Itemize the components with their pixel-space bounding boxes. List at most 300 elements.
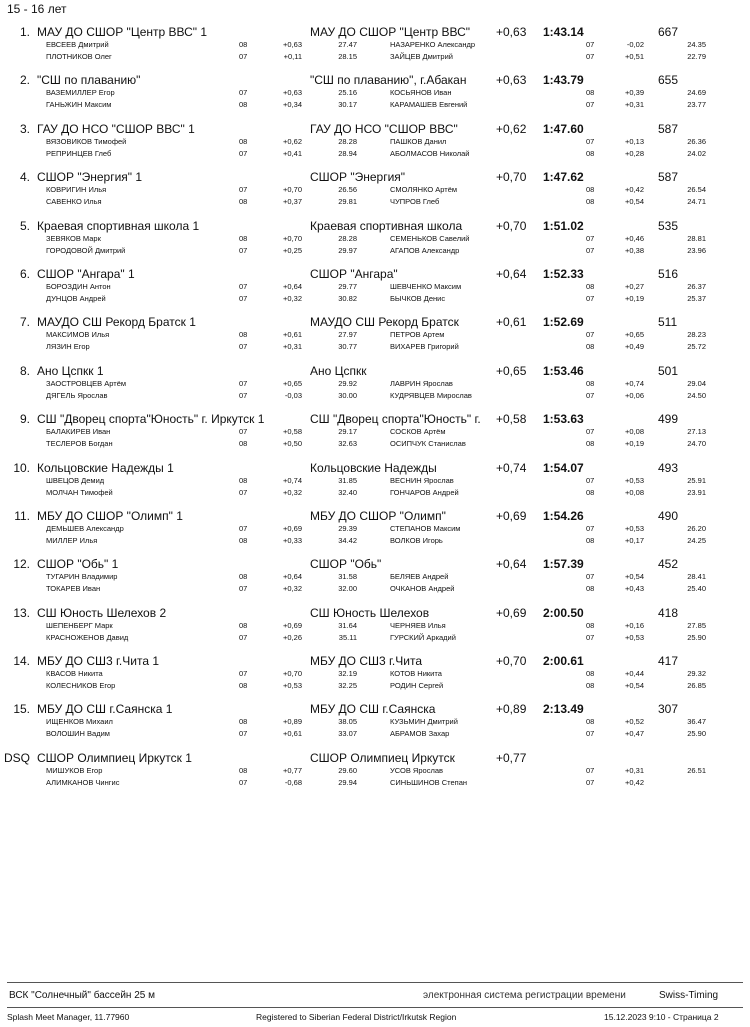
- place: 1.: [19, 25, 30, 39]
- swimmer-name: ТОКАРЕВ Иван: [46, 584, 101, 594]
- place: 8.: [19, 363, 30, 378]
- swimmer-name: МИЛЛЕР Илья: [46, 535, 98, 545]
- birth-year: 08: [239, 717, 248, 727]
- swimmer-reaction: +0,69: [283, 523, 302, 533]
- swimmer-name: ОЧКАНОВ Андрей: [390, 584, 455, 594]
- swimmer-reaction: +0,46: [625, 233, 644, 243]
- birth-year: 08: [239, 572, 248, 582]
- split-time: 29.97: [338, 245, 357, 255]
- birth-year: 08: [239, 100, 248, 110]
- birth-year: 07: [239, 88, 248, 98]
- swimmer-name: АБОЛМАСОВ Николай: [390, 148, 470, 158]
- split-time: 33.07: [338, 729, 357, 739]
- split-time: 30.17: [338, 100, 357, 110]
- split-time: 24.69: [687, 88, 706, 98]
- relay-result: [0, 22, 750, 70]
- swimmer-reaction: +0,74: [625, 378, 644, 388]
- team-club: Краевая спортивная школа: [310, 218, 463, 233]
- birth-year: 07: [239, 427, 248, 437]
- swimmer-name: СОСКОВ Артём: [390, 427, 446, 437]
- timing-system-label: электронная система регистрации времени: [423, 990, 626, 1001]
- birth-year: 07: [239, 245, 248, 255]
- swimmer-reaction: +0,53: [625, 475, 644, 485]
- points: 501: [658, 363, 679, 378]
- split-time: 25.72: [687, 342, 706, 352]
- swimmer-reaction: +0,19: [625, 293, 644, 303]
- split-time: 23.91: [687, 487, 706, 497]
- birth-year: 07: [239, 777, 248, 787]
- team-club: Кольцовские Надежды: [310, 460, 437, 475]
- swimmer-name: КАРАМАШЕВ Евгений: [390, 100, 468, 110]
- swimmer-reaction: +0,70: [283, 185, 302, 195]
- swimmer-name: ПАШКОВ Данил: [390, 136, 447, 146]
- swimmer-reaction: +0,65: [625, 330, 644, 340]
- birth-year: 07: [586, 572, 595, 582]
- swimmer-name: ВАЗЕМИЛЛЕР Егор: [46, 88, 115, 98]
- swimmer-reaction: +0,62: [283, 136, 302, 146]
- swimmer-reaction: +0,64: [283, 281, 302, 291]
- birth-year: 07: [239, 148, 248, 158]
- team-name: Краевая спортивная школа 1: [37, 218, 200, 233]
- swimmer-reaction: +0,54: [625, 197, 644, 207]
- split-time: 32.00: [338, 584, 357, 594]
- points: 587: [658, 170, 679, 185]
- split-time: 32.19: [338, 669, 357, 679]
- swimmer-reaction: +0,27: [625, 281, 644, 291]
- relay-result: [0, 748, 750, 796]
- swimmer-reaction: +0,28: [625, 148, 644, 158]
- swimmer-reaction: +0,37: [283, 197, 302, 207]
- swimmer-reaction: +0,53: [283, 681, 302, 691]
- split-time: 23.77: [687, 100, 706, 110]
- swimmer-name: СТЕПАНОВ Максим: [390, 523, 461, 533]
- birth-year: 07: [586, 523, 595, 533]
- birth-year: 08: [586, 620, 595, 630]
- birth-year: 07: [586, 765, 595, 775]
- split-time: 25.37: [687, 293, 706, 303]
- final-time: 2:13.49: [543, 702, 584, 717]
- birth-year: 07: [586, 427, 595, 437]
- reaction-time: +0,58: [496, 412, 527, 427]
- place: 7.: [19, 315, 30, 330]
- points: 499: [658, 412, 679, 427]
- final-time: 1:52.69: [543, 315, 584, 330]
- birth-year: 07: [586, 100, 595, 110]
- birth-year: 07: [586, 233, 595, 243]
- team-name: МБУ ДО СШОР "Олимп" 1: [37, 508, 183, 523]
- place: 10.: [13, 460, 30, 475]
- reaction-time: +0,64: [496, 266, 527, 281]
- swimmer-name: ЗЕВЯКОВ Марк: [46, 233, 101, 243]
- team-club: СШОР "Энергия": [310, 170, 406, 185]
- team-name: СШ Юность Шелехов 2: [37, 605, 167, 620]
- swimmer-reaction: -0,02: [626, 40, 644, 49]
- relay-result: [0, 458, 750, 506]
- team-club: СШОР "Ангара": [310, 266, 398, 281]
- team-club: СШ "Дворец спорта"Юность" г.: [310, 412, 481, 427]
- swimmer-reaction: +0,32: [283, 293, 302, 303]
- points: 493: [658, 460, 679, 475]
- swimmer-reaction: +0,42: [625, 777, 644, 787]
- swimmer-reaction: +0,49: [625, 342, 644, 352]
- reaction-time: +0,77: [496, 750, 527, 765]
- place: 11.: [14, 508, 30, 523]
- birth-year: 07: [239, 378, 248, 388]
- swimmer-name: ВОЛОШИН Вадим: [46, 729, 110, 739]
- final-time: 1:47.60: [543, 121, 584, 136]
- split-time: 35.11: [338, 632, 357, 642]
- split-time: 30.82: [338, 293, 357, 303]
- place: 3.: [19, 121, 30, 136]
- birth-year: 07: [239, 293, 248, 303]
- relay-result: [0, 70, 750, 118]
- swimmer-reaction: +0,34: [283, 100, 302, 110]
- final-time: 1:53.63: [543, 412, 584, 427]
- split-time: 28.15: [338, 52, 357, 61]
- final-time: 1:57.39: [543, 557, 584, 572]
- split-time: 26.56: [338, 185, 357, 195]
- birth-year: 08: [586, 669, 595, 679]
- points: 667: [658, 25, 679, 39]
- birth-year: 08: [586, 487, 595, 497]
- split-time: 28.94: [338, 148, 357, 158]
- split-time: 31.85: [338, 475, 357, 485]
- swimmer-name: ГУРСКИЙ Аркадий: [390, 632, 456, 642]
- pool-name: ВСК "Солнечный" бассейн 25 м: [9, 990, 155, 1001]
- swimmer-reaction: +0,63: [283, 40, 302, 49]
- split-time: 30.00: [338, 390, 357, 400]
- split-time: 25.91: [687, 475, 706, 485]
- split-time: 29.04: [687, 378, 706, 388]
- team-club: МАУДО СШ Рекорд Братск: [310, 315, 459, 330]
- swimmer-reaction: +0,69: [283, 620, 302, 630]
- swimmer-reaction: +0,19: [625, 439, 644, 449]
- team-name: СШОР "Обь" 1: [37, 557, 119, 572]
- relay-result: [0, 699, 750, 747]
- birth-year: 08: [586, 439, 595, 449]
- swimmer-name: ГОРОДОВОЙ Дмитрий: [46, 245, 126, 255]
- split-time: 29.17: [338, 427, 357, 437]
- swimmer-name: МИШУКОВ Егор: [46, 765, 103, 775]
- birth-year: 08: [586, 378, 595, 388]
- points: 655: [658, 73, 679, 88]
- birth-year: 07: [239, 281, 248, 291]
- footer-divider: [7, 1007, 743, 1008]
- swimmer-reaction: +0,77: [283, 765, 302, 775]
- swimmer-reaction: +0,50: [283, 439, 302, 449]
- swimmer-reaction: +0,70: [283, 669, 302, 679]
- swimmer-name: ВИХАРЕВ Григорий: [390, 342, 459, 352]
- swimmer-name: ШВЕЦОВ Демид: [46, 475, 105, 485]
- split-time: 36.47: [687, 717, 706, 727]
- team-name: ГАУ ДО НСО "СШОР ВВС" 1: [37, 121, 195, 136]
- birth-year: 08: [239, 475, 248, 485]
- print-date-page: 15.12.2023 9:10 - Страница 2: [604, 1012, 719, 1022]
- swimmer-name: УСОВ Ярослав: [390, 765, 443, 775]
- swimmer-reaction: +0,31: [625, 765, 644, 775]
- place: 5.: [19, 218, 30, 233]
- birth-year: 07: [586, 390, 595, 400]
- split-time: 26.85: [687, 681, 706, 691]
- swimmer-name: КОТОВ Никита: [390, 669, 442, 679]
- split-time: 31.64: [338, 620, 357, 630]
- swimmer-name: СМОЛЯНКО Артём: [390, 185, 458, 195]
- swimmer-name: АГАПОВ Александр: [390, 245, 460, 255]
- relay-result: [0, 216, 750, 264]
- birth-year: 07: [586, 40, 595, 49]
- points: 417: [658, 654, 679, 669]
- swimmer-name: ИЩЕНКОВ Михаил: [46, 717, 113, 727]
- swimmer-reaction: +0,70: [283, 233, 302, 243]
- split-time: 24.35: [687, 40, 706, 49]
- birth-year: 08: [586, 185, 595, 195]
- swimmer-name: АЛИМКАНОВ Чингис: [46, 777, 120, 787]
- split-time: 26.37: [687, 281, 706, 291]
- swimmer-reaction: +0,61: [283, 330, 302, 340]
- birth-year: 07: [586, 475, 595, 485]
- points: 307: [658, 702, 679, 717]
- team-name: МБУ ДО СШ3 г.Чита 1: [37, 654, 160, 669]
- swimmer-reaction: +0,39: [625, 88, 644, 98]
- split-time: 25.90: [687, 632, 706, 642]
- swimmer-name: ТУГАРИН Владимир: [46, 572, 118, 582]
- swimmer-name: РОДИН Сергей: [390, 681, 444, 691]
- birth-year: 08: [239, 233, 248, 243]
- swimmer-reaction: +0,06: [625, 390, 644, 400]
- team-club: МБУ ДО СШОР "Олимп": [310, 508, 446, 523]
- swimmer-name: КОЛЕСНИКОВ Егор: [46, 681, 116, 691]
- swimmer-reaction: +0,63: [283, 88, 302, 98]
- relay-result: [0, 651, 750, 699]
- birth-year: 08: [586, 681, 595, 691]
- relay-result: [0, 361, 750, 409]
- team-name: СШ "Дворец спорта"Юность" г. Иркутск 1: [37, 412, 265, 427]
- team-club: СШ Юность Шелехов: [310, 605, 430, 620]
- birth-year: 07: [586, 777, 595, 787]
- birth-year: 07: [586, 52, 595, 61]
- swimmer-name: САВЕНКО Илья: [46, 197, 102, 207]
- team-name: СШОР "Ангара" 1: [37, 266, 135, 281]
- swimmer-name: РЕПРИНЦЕВ Глеб: [46, 148, 112, 158]
- birth-year: 08: [586, 342, 595, 352]
- swimmer-reaction: +0,25: [283, 245, 302, 255]
- swimmer-name: СЕМЕНЬКОВ Савелий: [390, 233, 470, 243]
- split-time: 27.47: [338, 40, 357, 49]
- split-time: 26.20: [687, 523, 706, 533]
- team-club: МБУ ДО СШ г.Саянска: [310, 702, 436, 717]
- relay-result: [0, 167, 750, 215]
- swimmer-name: ЛЯЗИН Егор: [46, 342, 90, 352]
- split-time: 26.51: [687, 765, 706, 775]
- birth-year: 07: [586, 245, 595, 255]
- split-time: 27.13: [687, 427, 706, 437]
- final-time: 2:00.61: [543, 654, 584, 669]
- relay-result: [0, 119, 750, 167]
- birth-year: 07: [239, 584, 248, 594]
- points: 535: [658, 218, 679, 233]
- final-time: 2:00.50: [543, 605, 584, 620]
- team-name: МАУДО СШ Рекорд Братск 1: [37, 315, 196, 330]
- split-time: 30.77: [338, 342, 357, 352]
- team-club: МАУ ДО СШОР "Центр ВВС": [310, 25, 471, 39]
- split-time: 29.32: [687, 669, 706, 679]
- split-time: 23.96: [687, 245, 706, 255]
- split-time: 22.79: [687, 52, 706, 61]
- birth-year: 07: [239, 52, 248, 61]
- swimmer-reaction: +0,32: [283, 584, 302, 594]
- swimmer-name: БАЛАКИРЕВ Иван: [46, 427, 111, 437]
- split-time: 26.36: [687, 136, 706, 146]
- birth-year: 07: [586, 136, 595, 146]
- swimmer-name: ВЯЗОВИКОВ Тимофей: [46, 136, 127, 146]
- team-name: СШОР Олимпиец Иркутск 1: [37, 750, 192, 765]
- place: 2.: [19, 73, 30, 88]
- swimmer-name: ТЕСЛЕРОВ Богдан: [46, 439, 113, 449]
- birth-year: 07: [239, 390, 248, 400]
- swimmer-name: ПЛОТНИКОВ Олег: [46, 52, 112, 61]
- final-time: 1:43.79: [543, 73, 584, 88]
- team-name: Кольцовские Надежды 1: [37, 460, 174, 475]
- birth-year: 07: [586, 632, 595, 642]
- reaction-time: +0,62: [496, 121, 527, 136]
- birth-year: 07: [586, 293, 595, 303]
- birth-year: 08: [239, 439, 248, 449]
- relay-result: [0, 312, 750, 360]
- birth-year: 08: [239, 765, 248, 775]
- split-time: 28.28: [338, 136, 357, 146]
- swimmer-name: СИНЬШИНОВ Степан: [390, 777, 468, 787]
- swimmer-name: НАЗАРЕНКО Александр: [390, 40, 476, 49]
- reaction-time: +0,70: [496, 654, 527, 669]
- swimmer-reaction: +0,65: [283, 378, 302, 388]
- swimmer-reaction: +0,17: [625, 535, 644, 545]
- split-time: 24.25: [687, 535, 706, 545]
- team-name: "СШ по плаванию": [37, 73, 141, 88]
- swimmer-name: БЕЛЯЕВ Андрей: [390, 572, 449, 582]
- swimmer-name: ПЕТРОВ Артем: [390, 330, 445, 340]
- swimmer-name: ШЕПЕНБЕРГ Марк: [46, 620, 113, 630]
- reaction-time: +0,65: [496, 363, 527, 378]
- team-name: МБУ ДО СШ г.Саянска 1: [37, 702, 173, 717]
- swimmer-reaction: +0,08: [625, 427, 644, 437]
- reaction-time: +0,69: [496, 508, 527, 523]
- split-time: 28.28: [338, 233, 357, 243]
- reaction-time: +0,70: [496, 170, 527, 185]
- swimmer-name: КУЗЬМИН Дмитрий: [390, 717, 458, 727]
- split-time: 32.25: [338, 681, 357, 691]
- swimmer-name: ВЕСНИН Ярослав: [390, 475, 454, 485]
- birth-year: 08: [239, 197, 248, 207]
- swimmer-name: КРАСНОЖЕНОВ Давид: [46, 632, 129, 642]
- team-club: "СШ по плаванию", г.Абакан: [310, 73, 467, 88]
- birth-year: 07: [239, 523, 248, 533]
- birth-year: 08: [586, 88, 595, 98]
- points: 490: [658, 508, 679, 523]
- split-time: 28.23: [687, 330, 706, 340]
- points: 452: [658, 557, 679, 572]
- swimmer-reaction: +0,52: [625, 717, 644, 727]
- reaction-time: +0,61: [496, 315, 527, 330]
- swimmer-name: ЧЕРНЯЕВ Илья: [390, 620, 446, 630]
- swimmer-name: МОЛЧАН Тимофей: [46, 487, 113, 497]
- birth-year: 08: [239, 535, 248, 545]
- swimmer-reaction: +0,53: [625, 523, 644, 533]
- swimmer-name: ДЕМЬШЕВ Александр: [46, 523, 124, 533]
- swimmer-name: ОСИПЧУК Станислав: [390, 439, 466, 449]
- birth-year: 08: [239, 681, 248, 691]
- reaction-time: +0,63: [496, 25, 527, 39]
- birth-year: 08: [586, 148, 595, 158]
- place: 13.: [13, 605, 30, 620]
- reaction-time: +0,89: [496, 702, 527, 717]
- team-club: МБУ ДО СШ3 г.Чита: [310, 654, 423, 669]
- swimmer-name: ЗАЙЦЕВ Дмитрий: [390, 52, 453, 61]
- team-club: Ано Цспкк: [310, 363, 367, 378]
- final-time: 1:54.07: [543, 460, 584, 475]
- swimmer-name: ГОНЧАРОВ Андрей: [390, 487, 459, 497]
- swimmer-reaction: +0,26: [283, 632, 302, 642]
- swimmer-name: ДЯГЕЛЬ Ярослав: [46, 390, 108, 400]
- split-time: 29.94: [338, 777, 357, 787]
- place: 9.: [19, 412, 30, 427]
- swimmer-reaction: +0,33: [283, 535, 302, 545]
- swimmer-reaction: +0,31: [283, 342, 302, 352]
- split-time: 27.97: [338, 330, 357, 340]
- team-name: СШОР "Энергия" 1: [37, 170, 143, 185]
- swimmer-reaction: +0,89: [283, 717, 302, 727]
- split-time: 29.60: [338, 765, 357, 775]
- swimmer-reaction: -0,68: [284, 777, 302, 787]
- relay-result: [0, 264, 750, 312]
- swimmer-reaction: +0,41: [283, 148, 302, 158]
- place: 12.: [13, 557, 30, 572]
- split-time: 27.85: [687, 620, 706, 630]
- split-time: 38.05: [338, 717, 357, 727]
- final-time: 1:43.14: [543, 25, 584, 39]
- swimmer-reaction: +0,51: [625, 52, 644, 61]
- place: 4.: [19, 170, 30, 185]
- birth-year: 08: [586, 281, 595, 291]
- swimmer-reaction: +0,61: [283, 729, 302, 739]
- reaction-time: +0,70: [496, 218, 527, 233]
- reaction-time: +0,63: [496, 73, 527, 88]
- registration-note: Registered to Siberian Federal District/Irkutsk Region: [256, 1012, 457, 1022]
- swimmer-name: ДУНЦОВ Андрей: [46, 293, 106, 303]
- reaction-time: +0,69: [496, 605, 527, 620]
- team-club: ГАУ ДО НСО "СШОР ВВС": [310, 121, 458, 136]
- swimmer-name: КОСЬЯНОВ Иван: [390, 88, 452, 98]
- swimmer-reaction: +0,32: [283, 487, 302, 497]
- relay-result: [0, 409, 750, 457]
- split-time: 29.92: [338, 378, 357, 388]
- swimmer-reaction: +0,43: [625, 584, 644, 594]
- swimmer-name: КОВРИГИН Илья: [46, 185, 107, 195]
- final-time: 1:53.46: [543, 363, 584, 378]
- split-time: 28.81: [687, 233, 706, 243]
- birth-year: 07: [586, 330, 595, 340]
- birth-year: 08: [239, 620, 248, 630]
- points: 511: [658, 315, 678, 330]
- split-time: 32.63: [338, 439, 357, 449]
- birth-year: 07: [239, 632, 248, 642]
- split-time: 24.02: [687, 148, 706, 158]
- swimmer-reaction: +0,64: [283, 572, 302, 582]
- place: 14.: [13, 654, 30, 669]
- swimmer-reaction: +0,38: [625, 245, 644, 255]
- software-version: Splash Meet Manager, 11.77960: [7, 1012, 130, 1022]
- birth-year: 07: [586, 729, 595, 739]
- final-time: 1:54.26: [543, 508, 584, 523]
